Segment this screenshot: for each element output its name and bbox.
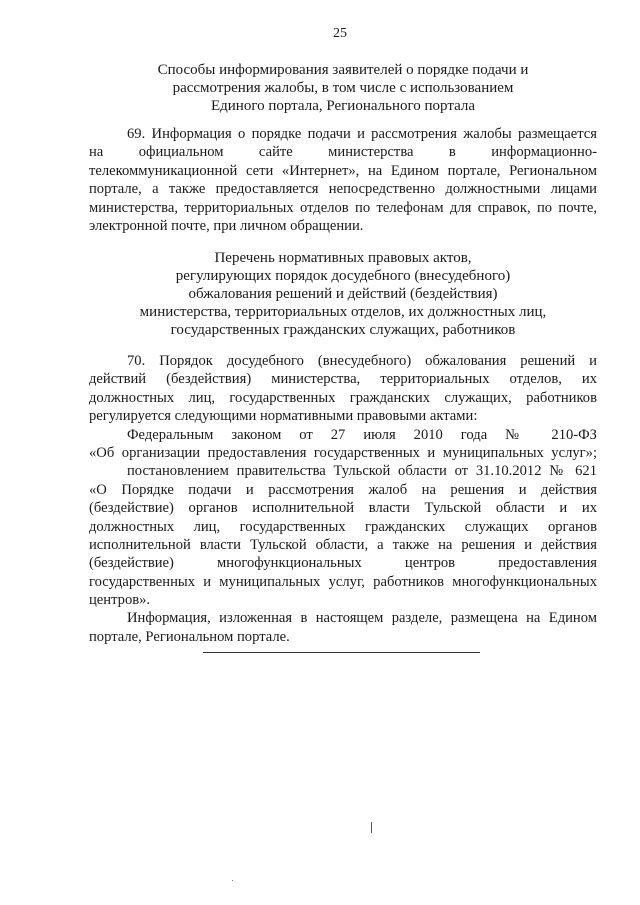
- text-line: 69. Информация о порядке подачи и рассмотрения жалобы размещается: [127, 126, 597, 142]
- heading-line: Способы информирования заявителей о порядке подачи и: [157, 62, 529, 78]
- heading-line: Перечень нормативных правовых актов,: [214, 250, 472, 266]
- text-line: «О Порядке подачи и рассмотрения жалоб на решения и действия: [89, 481, 597, 498]
- text-line: постановлением правительства Тульской области от 31.10.2012 № 621: [127, 463, 597, 480]
- text-line: исполнительной власти Тульской области, а также на решения и действия: [89, 536, 597, 553]
- text-line: Федеральным законом от 27 июля 2010 года № 210-ФЗ: [127, 426, 597, 443]
- text-line: 70. Порядок досудебного (внесудебного) обжалования решений и: [127, 353, 597, 369]
- text-line: должностных лиц, государственных гражданских служащих органов: [89, 518, 597, 535]
- text-line: регулируется следующими нормативными правовыми актами:: [89, 408, 478, 425]
- text-line: телекоммуникационной сети «Интернет», на Едином портале, Региональном: [89, 162, 597, 179]
- heading-line: государственных гражданских служащих, работников: [170, 322, 516, 338]
- text-line: должностных лиц, государственных гражданских служащих, работников: [89, 389, 597, 406]
- scan-dot: [232, 880, 233, 881]
- text-line: центров».: [89, 592, 151, 609]
- text-line: министерства, территориальных отделов по телефонам для справок, по почте,: [89, 199, 597, 216]
- heading-line: регулирующих порядок досудебного (внесудебного): [175, 268, 511, 284]
- text-line: Информация, изложенная в настоящем разделе, размещена на Едином: [127, 610, 597, 627]
- text-line: (бездействие) многофункциональных центров предоставления: [89, 555, 597, 572]
- page-number: 25: [333, 26, 347, 41]
- text-line: (бездействие) органов исполнительной власти Тульской области и их: [89, 500, 597, 517]
- paragraph-70: [89, 352, 597, 646]
- section-heading-legal-acts: [90, 249, 596, 339]
- text-line: портале, а также предоставляется непосредственно должностными лицами: [89, 181, 597, 198]
- heading-line: обжалования решений и действий (бездействия): [188, 286, 498, 302]
- scan-mark: [371, 822, 372, 833]
- heading-line: рассмотрения жалобы, в том числе с использованием: [172, 80, 514, 96]
- heading-line: министерства, территориальных отделов, их должностных лиц,: [139, 304, 547, 320]
- text-line: электронной почте, при личном обращении.: [89, 217, 364, 234]
- text-line: «Об организации предоставления государственных и муниципальных услуг»;: [89, 444, 597, 461]
- text-line: государственных и муниципальных услуг, работников многофункциональных: [89, 573, 597, 590]
- text-line: действий (бездействия) министерства, территориальных отделов, их: [89, 371, 597, 388]
- section-heading-informing: [90, 61, 596, 115]
- paragraph-69: [89, 125, 597, 235]
- text-line: портале, Региональном портале.: [89, 628, 290, 645]
- end-separator-line: [203, 652, 480, 653]
- heading-line: Единого портала, Регионального портала: [210, 98, 476, 114]
- text-line: на официальном сайте министерства в информационно-: [89, 144, 597, 161]
